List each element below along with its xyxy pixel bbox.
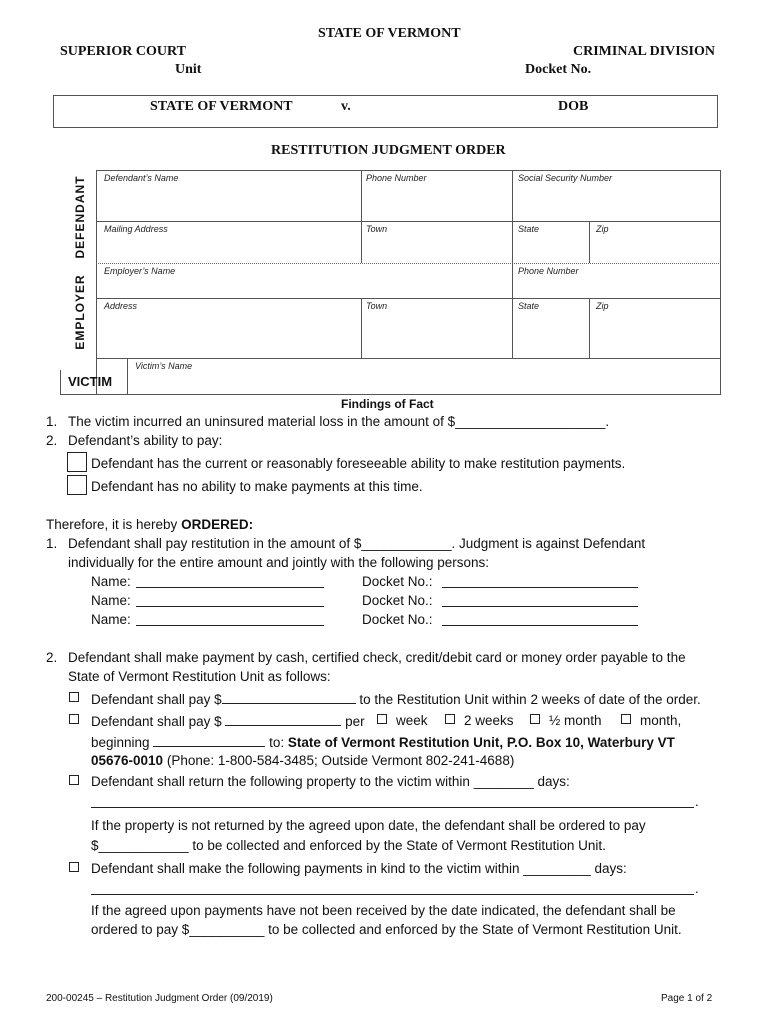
victim-name-label: Victim’s Name [135,361,193,371]
order-1-number: 1. [46,536,58,551]
joint-docket-label: Docket No.: [362,612,433,627]
option-2-per: per [345,714,365,729]
defendant-mailing-label: Mailing Address [104,224,168,234]
page-number: Page 1 of 2 [661,993,713,1004]
joint-docket-field[interactable] [442,573,638,588]
ability-no-checkbox[interactable] [67,475,87,495]
payment-in-kind-checkbox[interactable] [69,862,79,872]
employer-zip-label: Zip [596,301,609,311]
option-2-beginning-line [91,733,675,751]
joint-name-field[interactable] [136,611,324,626]
joint-docket-label: Docket No.: [362,593,433,608]
property-description-field[interactable] [91,793,694,808]
pay-to-label: to: [269,735,285,750]
period: . [695,881,699,896]
option-1-line [91,690,701,708]
form-title: RESTITUTION JUDGMENT ORDER [271,143,506,158]
defendant-side-label: DEFENDANT [73,175,87,259]
defendant-state-label: State [518,224,540,234]
joint-docket-label: Docket No.: [362,574,433,589]
option-3-text: Defendant shall return the following property to the victim within ________ days: [91,774,570,789]
employer-state-field[interactable] [513,312,588,357]
restitution-unit-address: State of Vermont Restitution Unit, P.O. Box 10, Waterbury VT [287,735,675,750]
order-1-line-1: Defendant shall pay restitution in the amount of $____________. Judgment is against Defendant [68,536,646,551]
order-2-number: 2. [46,650,58,665]
division-name: CRIMINAL DIVISION [573,44,715,59]
frequency-2-weeks-checkbox[interactable] [445,714,455,724]
defendant-name-field[interactable] [97,184,360,220]
option-4-note-1: If the agreed upon payments have not been received by the date indicated, the defendant shall be [91,903,676,918]
frequency-month-label: month, [640,713,682,728]
ordered-label: ORDERED: [181,517,254,532]
defendant-ssn-label: Social Security Number [518,173,613,183]
state-title: STATE OF VERMONT [318,26,461,41]
joint-name-label: Name: [91,612,131,627]
order-intro-text: Therefore, it is hereby [46,517,178,532]
option-1-amount-field[interactable] [222,690,356,704]
restitution-unit-phone: (Phone: 1-800-584-3485; Outside Vermont 802-241-4688) [166,753,515,768]
return-property-checkbox[interactable] [69,775,79,785]
defendant-mailing-field[interactable] [97,235,360,262]
order-2-line-1: Defendant shall make payment by cash, certified check, credit/debit card or money order payable to the [68,650,686,665]
joint-name-field[interactable] [136,573,324,588]
defendant-phone-field[interactable] [362,184,511,220]
victim-side-label: VICTIM [68,374,113,389]
joint-docket-field[interactable] [442,592,638,607]
frequency-half-month-label: ½ month [549,713,602,728]
restitution-unit-zip: 05676-0010 [91,753,164,768]
employer-town-label: Town [366,301,388,311]
court-name: SUPERIOR COURT [60,44,186,59]
employer-side-label: EMPLOYER [73,274,87,350]
beginning-date-field[interactable] [153,733,265,747]
findings-title: Findings of Fact [341,397,434,411]
option-2-text-a: Defendant shall pay $ [91,714,222,729]
joint-name-label: Name: [91,593,131,608]
docket-label: Docket No. [525,62,592,77]
finding-1-text: The victim incurred an uninsured material loss in the amount of $____________________. [68,414,610,429]
frequency-month-checkbox[interactable] [621,714,631,724]
employer-phone-field[interactable] [513,277,720,297]
employer-address-field[interactable] [97,312,360,357]
victim-name-field[interactable] [128,372,720,394]
frequency-week-label: week [396,713,428,728]
order-1-line-2: individually for the entire amount and jointly with the following persons: [68,555,489,570]
order-intro [46,516,253,533]
option-3-note-1: If the property is not returned by the agreed upon date, the defendant shall be ordered to pay [91,818,646,833]
period: . [695,794,699,809]
finding-2-number: 2. [46,433,58,448]
employer-town-field[interactable] [362,312,511,357]
beginning-label: beginning [91,735,150,750]
frequency-2-weeks-label: 2 weeks [464,713,514,728]
defendant-town-field[interactable] [362,235,511,262]
ability-no-text: Defendant has no ability to make payments at this time. [91,479,423,494]
option-2-line [91,712,365,730]
order-2-line-2: State of Vermont Restitution Unit as follows: [68,669,331,684]
ability-yes-text: Defendant has the current or reasonably foreseeable ability to make restitution payments. [91,456,626,471]
employer-zip-field[interactable] [590,312,720,357]
frequency-half-month-checkbox[interactable] [530,714,540,724]
option-2-phone-line [91,752,514,769]
option-2-amount-field[interactable] [225,712,341,726]
frequency-week-checkbox[interactable] [377,714,387,724]
joint-docket-field[interactable] [442,611,638,626]
defendant-ssn-field[interactable] [513,184,720,220]
joint-name-field[interactable] [136,592,324,607]
employer-phone-label: Phone Number [518,266,579,276]
employer-state-label: State [518,301,540,311]
caption-versus: v. [341,99,351,114]
employer-name-label: Employer’s Name [104,266,176,276]
option-4-text: Defendant shall make the following payments in kind to the victim within _________ days: [91,861,627,876]
defendant-state-field[interactable] [513,235,588,262]
defendant-town-label: Town [366,224,388,234]
option-3-note-2: $____________ to be collected and enforced by the State of Vermont Restitution Unit. [91,838,606,853]
finding-1-number: 1. [46,414,58,429]
joint-name-label: Name: [91,574,131,589]
unit-label: Unit [175,62,202,77]
option-1-text-b: to the Restitution Unit within 2 weeks of date of the order. [359,692,701,707]
option-1-text-a: Defendant shall pay $ [91,692,222,707]
payment-in-kind-description-field[interactable] [91,880,694,895]
finding-2-text: Defendant’s ability to pay: [68,433,223,448]
ability-yes-checkbox[interactable] [67,452,87,472]
form-id: 200-00245 – Restitution Judgment Order (09/2019) [46,993,273,1004]
employer-name-field[interactable] [97,277,511,297]
pay-within-2-weeks-checkbox[interactable] [69,692,79,702]
defendant-name-label: Defendant’s Name [104,173,179,183]
caption-state: STATE OF VERMONT [150,99,293,114]
option-4-note-2: ordered to pay $__________ to be collected and enforced by the State of Vermont Restitution Unit. [91,922,682,937]
installment-checkbox[interactable] [69,714,79,724]
defendant-zip-field[interactable] [590,235,720,262]
defendant-zip-label: Zip [596,224,609,234]
caption-dob: DOB [558,99,589,114]
defendant-phone-label: Phone Number [366,173,427,183]
employer-address-label: Address [104,301,138,311]
